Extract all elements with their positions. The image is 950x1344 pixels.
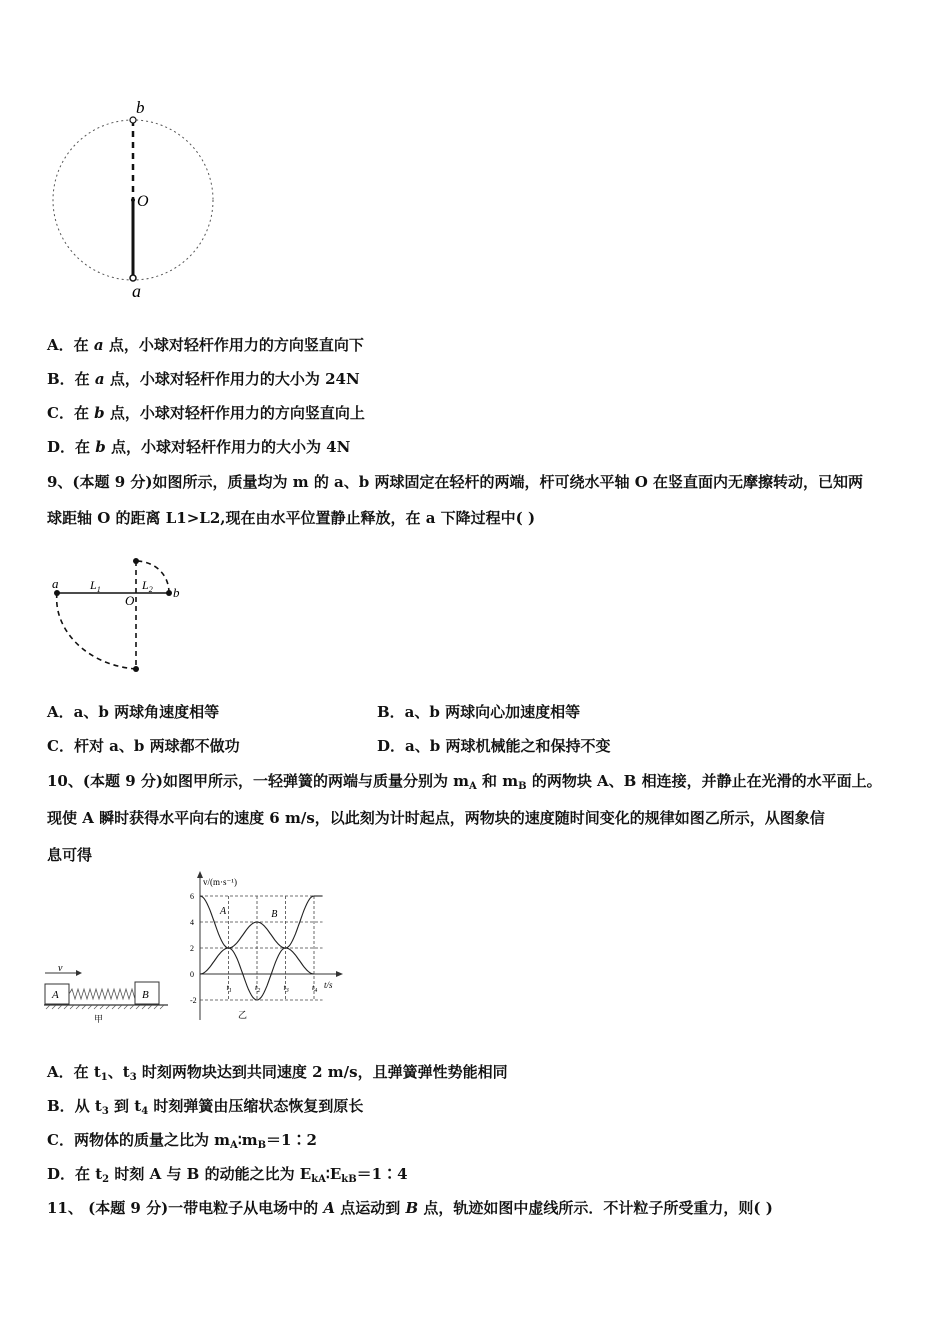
q8-figure	[40, 95, 230, 305]
y-tick-label: 2	[190, 944, 194, 953]
caption-yi: 乙	[238, 1010, 248, 1020]
q9-stem-line2: 球距轴 O 的距离 L1>L2,现在由水平位置静止释放，在 a 下降过程中( )	[47, 509, 536, 527]
y-tick-label: 4	[190, 918, 194, 927]
q10-option-b: B．从 $t_3$ 到 $t_4$ 时刻弹簧由压缩状态恢复到原长	[47, 1097, 364, 1117]
q8-option-d: D．在 b 点，小球对轻杆作用力的大小为 4N	[47, 438, 351, 456]
label-a: a	[132, 281, 141, 301]
pivot-o-marker	[131, 198, 135, 202]
x-tick-label: $t_4$	[312, 983, 318, 994]
q11-stem: 11、 (本题 9 分)一带电粒子从电场中的 A 点运动到 B 点，轨迹如图中虚线所示．不计粒子所受重力，则( )	[47, 1199, 773, 1217]
label-l2: $L_2$	[142, 578, 153, 594]
q9-figure	[45, 553, 195, 683]
series-A-label: A	[219, 906, 227, 918]
x-tick-label: $t_1$	[226, 983, 232, 994]
block-b-label: B	[142, 989, 149, 1001]
x-tick-label: $t_3$	[283, 983, 289, 994]
q10-option-d: D．在 $t_2$ 时刻 A 与 B 的动能之比为 $E_{kA}∶E_{kB}=1∶4$	[47, 1165, 408, 1185]
label-o: O	[125, 593, 135, 608]
label-l1: $L_1$	[90, 578, 101, 594]
q10-stem-line3: 息可得	[47, 846, 93, 864]
label-b: b	[136, 98, 145, 117]
y-tick-label: 0	[190, 970, 194, 979]
x-axis-arrow	[336, 971, 343, 977]
y-axis-label: v/(m·s⁻¹)	[203, 877, 237, 887]
q8-option-c: C．在 b 点，小球对轻杆作用力的方向竖直向上	[47, 404, 365, 422]
q9-option-c: C．杆对 a、b 两球都不做功	[47, 737, 240, 755]
caption-jia: 甲	[94, 1014, 104, 1024]
velocity-arrow-head	[76, 970, 82, 976]
point-b-marker	[130, 117, 136, 123]
q10-figure-jia	[42, 960, 172, 1025]
q9-stem-line1: 9、(本题 9 分)如图所示，质量均为 m 的 a、b 两球固定在轻杆的两端，杆可绕水平轴 O 在竖直面内无摩擦转动，已知两	[47, 473, 863, 491]
q9-option-b: B．a、b 两球向心加速度相等	[377, 703, 581, 721]
ball-b	[166, 590, 172, 596]
q9-option-a: A．a、b 两球角速度相等	[47, 703, 220, 721]
y-tick-label: -2	[190, 996, 197, 1005]
label-v: v	[58, 963, 63, 974]
label-o: O	[137, 193, 149, 210]
series-B-label: B	[271, 908, 278, 920]
ball-bottom	[133, 666, 139, 672]
x-tick-label: $t_2$	[255, 983, 261, 994]
q8-option-b: B．在 a 点，小球对轻杆作用力的大小为 24N	[47, 370, 360, 388]
y-tick-label: 6	[190, 892, 194, 901]
block-a-label: A	[52, 989, 59, 1001]
ball-top	[133, 558, 139, 564]
q10-stem-line1: 10、(本题 9 分)如图甲所示，一轻弹簧的两端与质量分别为 $m_A$ 和 $m_B$ 的两物块 A、B 相连接，并静止在光滑的水平面上。	[47, 772, 882, 792]
q10-stem-line2: 现使 A 瞬时获得水平向右的速度 6 m/s，以此刻为计时起点，两物块的速度随时间变化的规律如图乙所示，从图象信	[47, 809, 825, 827]
q9-option-d: D．a、b 两球机械能之和保持不变	[377, 737, 611, 755]
q10-option-c: C．两物体的质量之比为 $m_A∶m_B=1∶2$	[47, 1131, 317, 1151]
x-axis-label: t/s	[324, 980, 333, 990]
label-b: b	[173, 585, 180, 600]
q10-chart-yi	[178, 870, 348, 1025]
label-a: a	[52, 576, 59, 591]
q10-option-a: A．在 $t_1$、$t_3$ 时刻两物块达到共同速度 2 m/s，且弹簧弹性势能相同	[47, 1063, 508, 1083]
q8-option-a: A．在 a 点，小球对轻杆作用力的方向竖直向下	[47, 336, 364, 354]
